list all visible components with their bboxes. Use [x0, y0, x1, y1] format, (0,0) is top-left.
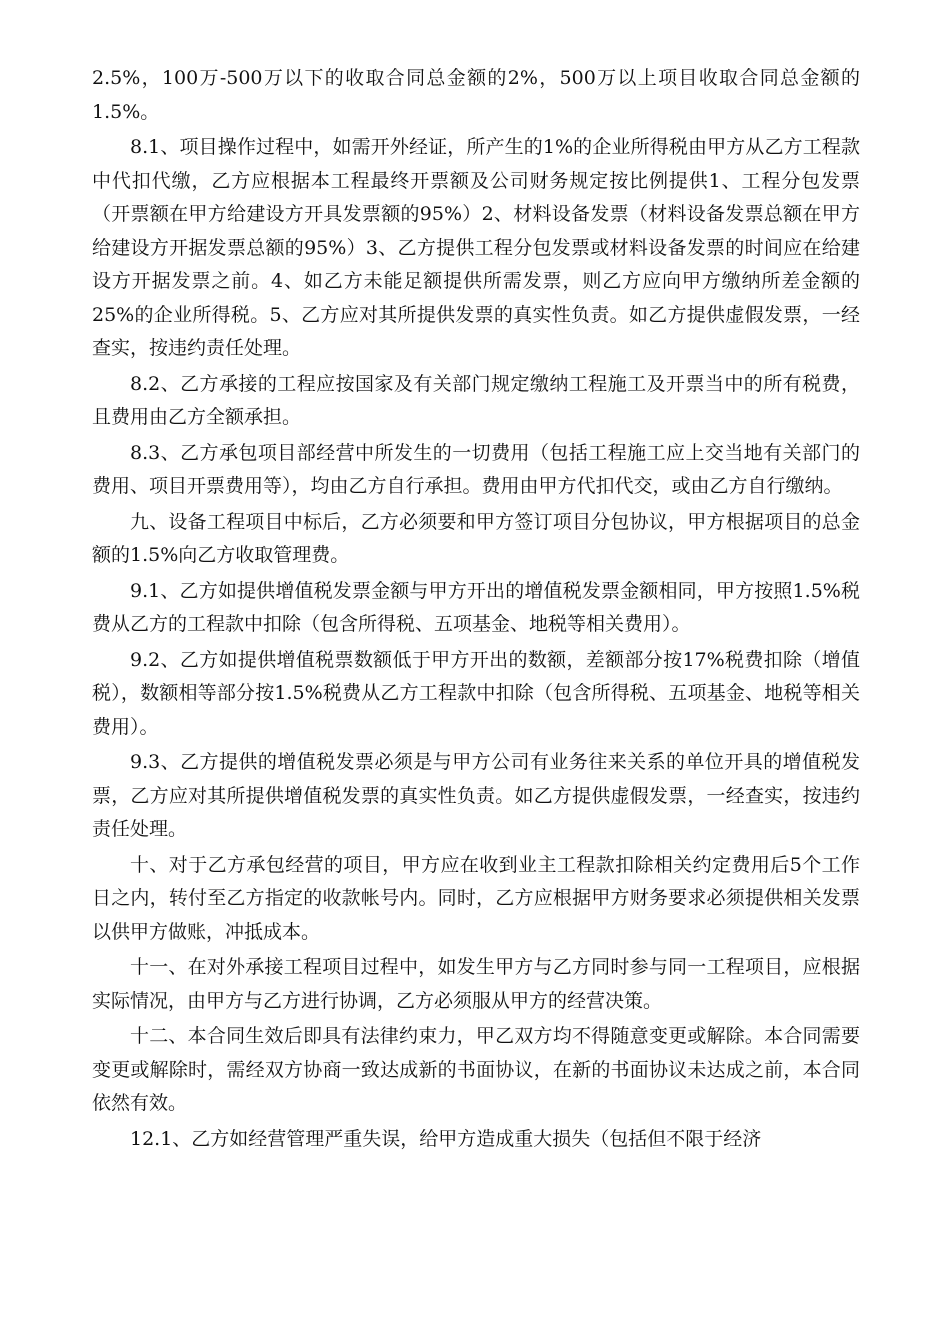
document-page	[92, 62, 860, 1158]
paragraph-9-1: 9.1、乙方如提供增值税发票金额与甲方开出的增值税发票金额相同，甲方按照1.5%税费从乙方的工程款中扣除（包含所得税、五项基金、地税等相关费用）。	[92, 579, 860, 635]
paragraph-9: 九、设备工程项目中标后，乙方必须要和甲方签订项目分包协议，甲方根据项目的总金额的1.5%向乙方收取管理费。	[92, 510, 860, 566]
paragraph-8-3: 8.3、乙方承包项目部经营中所发生的一切费用（包括工程施工应上交当地有关部门的费用、项目开票费用等），均由乙方自行承担。费用由甲方代扣代交，或由乙方自行缴纳。	[92, 441, 860, 497]
paragraph-10: 十、对于乙方承包经营的项目，甲方应在收到业主工程款扣除相关约定费用后5个工作日之内，转付至乙方指定的收款帐号内。同时，乙方应根据甲方财务要求必须提供相关发票以供甲方做账，冲抵成本。	[92, 853, 860, 943]
paragraph-12: 十二、本合同生效后即具有法律约束力，甲乙双方均不得随意变更或解除。本合同需要变更或解除时，需经双方协商一致达成新的书面协议，在新的书面协议未达成之前，本合同依然有效。	[92, 1025, 860, 1114]
paragraph-8-1: 8.1、项目操作过程中，如需开外经证，所产生的1%的企业所得税由甲方从乙方工程款中代扣代缴，乙方应根据本工程最终开票额及公司财务规定按比例提供1、工程分包发票（开票额在甲方给建设方开具发票额的95%）2、材料设备发票（材料设备发票总额在甲方给建设方开据发票总额的95%）3、乙方提供工程分包发票或材料设备发票的时间应在给建设方开据发票之前。4、如乙方未能足额提供所需发票，则乙方应向甲方缴纳所差金额的25%的企业所得税。5、乙方应对其所提供发票的真实性负责。如乙方提供虚假发票，一经查实，按违约责任处理。	[92, 136, 860, 359]
paragraph-9-3: 9.3、乙方提供的增值税发票必须是与甲方公司有业务往来关系的单位开具的增值税发票，乙方应对其所提供增值税发票的真实性负责。如乙方提供虚假发票，一经查实，按违约责任处理。	[92, 751, 860, 840]
paragraph-11: 十一、在对外承接工程项目过程中，如发生甲方与乙方同时参与同一工程项目，应根据实际情况，由甲方与乙方进行协调，乙方必须服从甲方的经营决策。	[92, 956, 860, 1012]
paragraph-12-1: 12.1、乙方如经营管理严重失误，给甲方造成重大损失（包括但不限于经济	[130, 1127, 762, 1150]
paragraph-fee-rates: 2.5%，100万-500万以下的收取合同总金额的2%，500万以上项目收取合同总金额的1.5%。	[92, 67, 860, 123]
paragraph-9-2: 9.2、乙方如提供增值税票数额低于甲方开出的数额，差额部分按17%税费扣除（增值税），数额相等部分按1.5%税费从乙方工程款中扣除（包含所得税、五项基金、地税等相关费用）。	[92, 648, 860, 738]
paragraph-8-2: 8.2、乙方承接的工程应按国家及有关部门规定缴纳工程施工及开票当中的所有税费，且费用由乙方全额承担。	[92, 372, 860, 428]
